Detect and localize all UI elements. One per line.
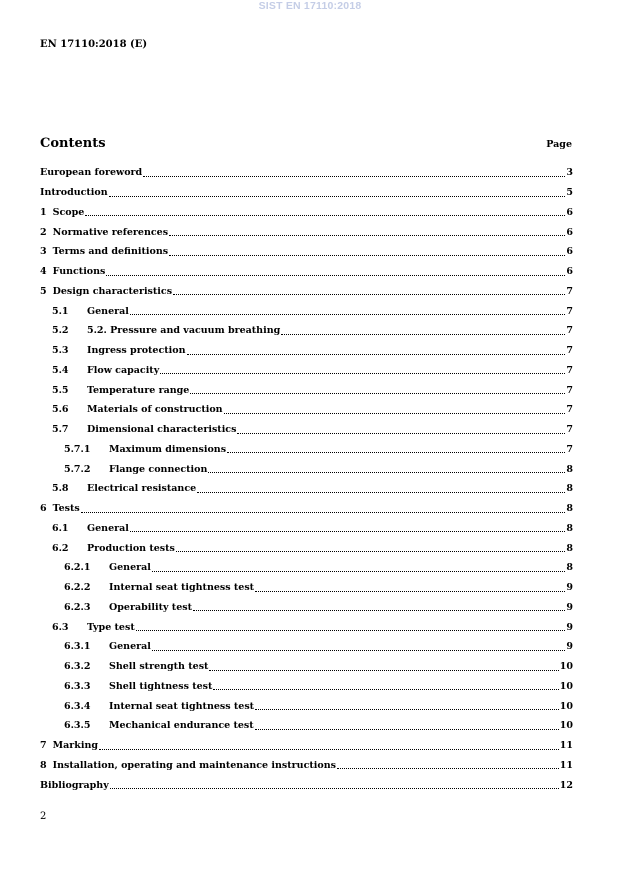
toc-entry[interactable] bbox=[40, 400, 573, 420]
toc-entry-title: Installation, operating and maintenance instructions bbox=[52, 759, 336, 771]
toc-entry-title: Electrical resistance bbox=[87, 483, 197, 495]
toc-entry[interactable] bbox=[40, 558, 573, 578]
toc-entry-page: 7 bbox=[566, 424, 573, 436]
toc-entry[interactable] bbox=[40, 578, 573, 598]
toc-entry-title: Temperature range bbox=[87, 384, 190, 396]
toc-entry[interactable] bbox=[40, 321, 573, 341]
toc-entry-number: 5.7 bbox=[52, 424, 69, 436]
dot-leader bbox=[110, 787, 559, 789]
toc-entry-page: 11 bbox=[559, 740, 573, 752]
toc-entry-number: 6.3.1 bbox=[64, 641, 91, 653]
toc-entry-number: 6.2.2 bbox=[64, 582, 91, 594]
toc-entry[interactable] bbox=[40, 775, 573, 795]
toc-entry-title: Type test bbox=[87, 621, 135, 633]
toc-entry-title: Shell strength test bbox=[109, 661, 209, 673]
toc-entry-page: 7 bbox=[566, 404, 573, 416]
toc-entry[interactable] bbox=[40, 203, 573, 223]
page-number: 2 bbox=[40, 811, 47, 822]
toc-entry-title: General bbox=[109, 641, 151, 653]
toc-entry-number: 6.3 bbox=[52, 621, 69, 633]
toc-entry-title: Mechanical endurance test bbox=[109, 720, 254, 732]
toc-entry-title: Bibliography bbox=[40, 779, 109, 791]
dot-leader bbox=[187, 353, 566, 355]
toc-entry-title: Dimensional characteristics bbox=[87, 424, 237, 436]
toc-entry-title: Functions bbox=[52, 266, 106, 278]
toc-entry-page: 5 bbox=[566, 187, 573, 199]
toc-entry-number: 6.3.3 bbox=[64, 680, 91, 692]
document-id: EN 17110:2018 (E) bbox=[40, 39, 148, 50]
toc-entry[interactable] bbox=[40, 637, 573, 657]
dot-leader bbox=[197, 491, 565, 493]
toc-entry-page: 6 bbox=[566, 266, 573, 278]
dot-leader bbox=[85, 214, 565, 216]
toc-entry[interactable] bbox=[40, 499, 573, 519]
dot-leader bbox=[224, 412, 566, 414]
dot-leader bbox=[160, 372, 565, 374]
toc-entry-page: 9 bbox=[566, 641, 573, 653]
toc-entry-number: 8 bbox=[40, 759, 47, 771]
toc-entry-title: Internal seat tightness test bbox=[109, 700, 255, 712]
toc-entry[interactable] bbox=[40, 301, 573, 321]
toc-entry-number: 6 bbox=[40, 503, 47, 515]
toc-entry-page: 6 bbox=[566, 226, 573, 238]
toc-entry-number: 6.2 bbox=[52, 542, 69, 554]
toc-entry[interactable] bbox=[40, 538, 573, 558]
contents-title: Contents bbox=[40, 136, 106, 151]
toc-entry[interactable] bbox=[40, 440, 573, 460]
toc-entry-page: 7 bbox=[566, 364, 573, 376]
toc-entry-number: 5.1 bbox=[52, 305, 69, 317]
toc-entry-page: 9 bbox=[566, 621, 573, 633]
dot-leader bbox=[213, 688, 558, 690]
dot-leader bbox=[106, 274, 565, 276]
toc-entry[interactable] bbox=[40, 696, 573, 716]
table-of-contents bbox=[40, 163, 573, 795]
toc-entry-number: 6.3.5 bbox=[64, 720, 91, 732]
dot-leader bbox=[209, 669, 558, 671]
toc-entry[interactable] bbox=[40, 677, 573, 697]
dot-leader bbox=[173, 293, 565, 295]
toc-entry[interactable] bbox=[40, 598, 573, 618]
toc-entry-title: General bbox=[87, 522, 129, 534]
dot-leader bbox=[169, 254, 565, 256]
toc-entry[interactable] bbox=[40, 459, 573, 479]
dot-leader bbox=[143, 175, 565, 177]
toc-entry-title: 5.2. Pressure and vacuum breathing bbox=[87, 325, 281, 337]
dot-leader bbox=[255, 728, 559, 730]
dot-leader bbox=[193, 609, 565, 611]
toc-entry-page: 8 bbox=[566, 562, 573, 574]
toc-entry-page: 9 bbox=[566, 582, 573, 594]
dot-leader bbox=[130, 530, 565, 532]
dot-leader bbox=[169, 234, 565, 236]
dot-leader bbox=[99, 748, 559, 750]
toc-entry-title: Flow capacity bbox=[87, 364, 160, 376]
dot-leader bbox=[337, 767, 559, 769]
toc-entry-title: Marking bbox=[52, 740, 99, 752]
toc-entry-title: Ingress protection bbox=[87, 345, 186, 357]
toc-entry[interactable] bbox=[40, 617, 573, 637]
toc-entry-number: 5.6 bbox=[52, 404, 69, 416]
toc-entry-title: Flange connection bbox=[109, 463, 208, 475]
toc-entry-page: 12 bbox=[559, 779, 573, 791]
contents-header bbox=[40, 136, 572, 151]
toc-entry-page: 8 bbox=[566, 483, 573, 495]
toc-entry-page: 6 bbox=[566, 206, 573, 218]
dot-leader bbox=[81, 511, 566, 513]
toc-entry-number: 2 bbox=[40, 226, 47, 238]
toc-entry-page: 7 bbox=[566, 305, 573, 317]
dot-leader bbox=[237, 432, 565, 434]
toc-entry-page: 8 bbox=[566, 522, 573, 534]
toc-entry[interactable] bbox=[40, 262, 573, 282]
toc-entry-number: 5.2 bbox=[52, 325, 69, 337]
toc-entry[interactable] bbox=[40, 736, 573, 756]
dot-leader bbox=[281, 333, 565, 335]
toc-entry-title: Introduction bbox=[40, 187, 108, 199]
toc-entry[interactable] bbox=[40, 282, 573, 302]
toc-entry[interactable] bbox=[40, 242, 573, 262]
toc-entry[interactable] bbox=[40, 163, 573, 183]
dot-leader bbox=[255, 708, 559, 710]
toc-entry-page: 7 bbox=[566, 285, 573, 297]
toc-entry-title: General bbox=[87, 305, 129, 317]
toc-entry-page: 8 bbox=[566, 503, 573, 515]
toc-entry-page: 7 bbox=[566, 345, 573, 357]
toc-entry-page: 7 bbox=[566, 384, 573, 396]
toc-entry-title: Internal seat tightness test bbox=[109, 582, 255, 594]
toc-entry-page: 7 bbox=[566, 443, 573, 455]
toc-entry-number: 5.3 bbox=[52, 345, 69, 357]
dot-leader bbox=[109, 195, 566, 197]
toc-entry-title: Shell tightness test bbox=[109, 680, 213, 692]
toc-entry-title: Maximum dimensions bbox=[109, 443, 227, 455]
toc-entry[interactable] bbox=[40, 716, 573, 736]
toc-entry-number: 1 bbox=[40, 206, 47, 218]
toc-entry-title: Scope bbox=[52, 206, 85, 218]
toc-entry-title: Terms and definitions bbox=[52, 246, 169, 258]
toc-entry[interactable] bbox=[40, 341, 573, 361]
toc-entry-title: Normative references bbox=[52, 226, 169, 238]
toc-entry-title: Materials of construction bbox=[87, 404, 223, 416]
toc-entry[interactable] bbox=[40, 361, 573, 381]
dot-leader bbox=[152, 570, 565, 572]
watermark-text: SIST EN 17110:2018 bbox=[258, 0, 362, 12]
toc-entry-number: 6.1 bbox=[52, 522, 69, 534]
toc-entry-title: Tests bbox=[52, 503, 80, 515]
toc-entry-number: 6.3.4 bbox=[64, 700, 91, 712]
dot-leader bbox=[255, 590, 565, 592]
toc-entry-number: 5.7.2 bbox=[64, 463, 91, 475]
toc-entry-title: General bbox=[109, 562, 151, 574]
dot-leader bbox=[176, 550, 565, 552]
toc-entry[interactable] bbox=[40, 183, 573, 203]
toc-entry[interactable] bbox=[40, 380, 573, 400]
toc-entry-page: 10 bbox=[559, 680, 573, 692]
toc-entry-number: 6.2.3 bbox=[64, 601, 91, 613]
toc-entry-number: 5.8 bbox=[52, 483, 69, 495]
toc-entry-number: 5.7.1 bbox=[64, 443, 91, 455]
toc-entry-page: 7 bbox=[566, 325, 573, 337]
toc-entry-title: Operability test bbox=[109, 601, 192, 613]
toc-entry-title: Production tests bbox=[87, 542, 175, 554]
toc-entry-page: 9 bbox=[566, 601, 573, 613]
toc-entry-title: European foreword bbox=[40, 167, 143, 179]
toc-entry-page: 8 bbox=[566, 463, 573, 475]
toc-entry-number: 7 bbox=[40, 740, 47, 752]
toc-entry-number: 6.2.1 bbox=[64, 562, 91, 574]
toc-entry-number: 4 bbox=[40, 266, 47, 278]
dot-leader bbox=[152, 649, 565, 651]
toc-entry[interactable] bbox=[40, 479, 573, 499]
dot-leader bbox=[208, 471, 565, 473]
toc-entry-number: 6.3.2 bbox=[64, 661, 91, 673]
dot-leader bbox=[130, 313, 565, 315]
toc-entry[interactable] bbox=[40, 756, 573, 776]
dot-leader bbox=[190, 392, 565, 394]
toc-entry-page: 6 bbox=[566, 246, 573, 258]
dot-leader bbox=[136, 629, 566, 631]
dot-leader bbox=[227, 451, 565, 453]
toc-entry-page: 10 bbox=[559, 661, 573, 673]
toc-entry-title: Design characteristics bbox=[52, 285, 173, 297]
toc-entry[interactable] bbox=[40, 222, 573, 242]
toc-entry-number: 5 bbox=[40, 285, 47, 297]
toc-entry[interactable] bbox=[40, 420, 573, 440]
toc-entry-page: 8 bbox=[566, 542, 573, 554]
page-column-label: Page bbox=[546, 139, 572, 150]
toc-entry-page: 10 bbox=[559, 700, 573, 712]
toc-entry-number: 3 bbox=[40, 246, 47, 258]
toc-entry-number: 5.4 bbox=[52, 364, 69, 376]
toc-entry-page: 10 bbox=[559, 720, 573, 732]
toc-entry[interactable] bbox=[40, 519, 573, 539]
toc-entry-page: 3 bbox=[566, 167, 573, 179]
toc-entry[interactable] bbox=[40, 657, 573, 677]
toc-entry-page: 11 bbox=[559, 759, 573, 771]
toc-entry-number: 5.5 bbox=[52, 384, 69, 396]
